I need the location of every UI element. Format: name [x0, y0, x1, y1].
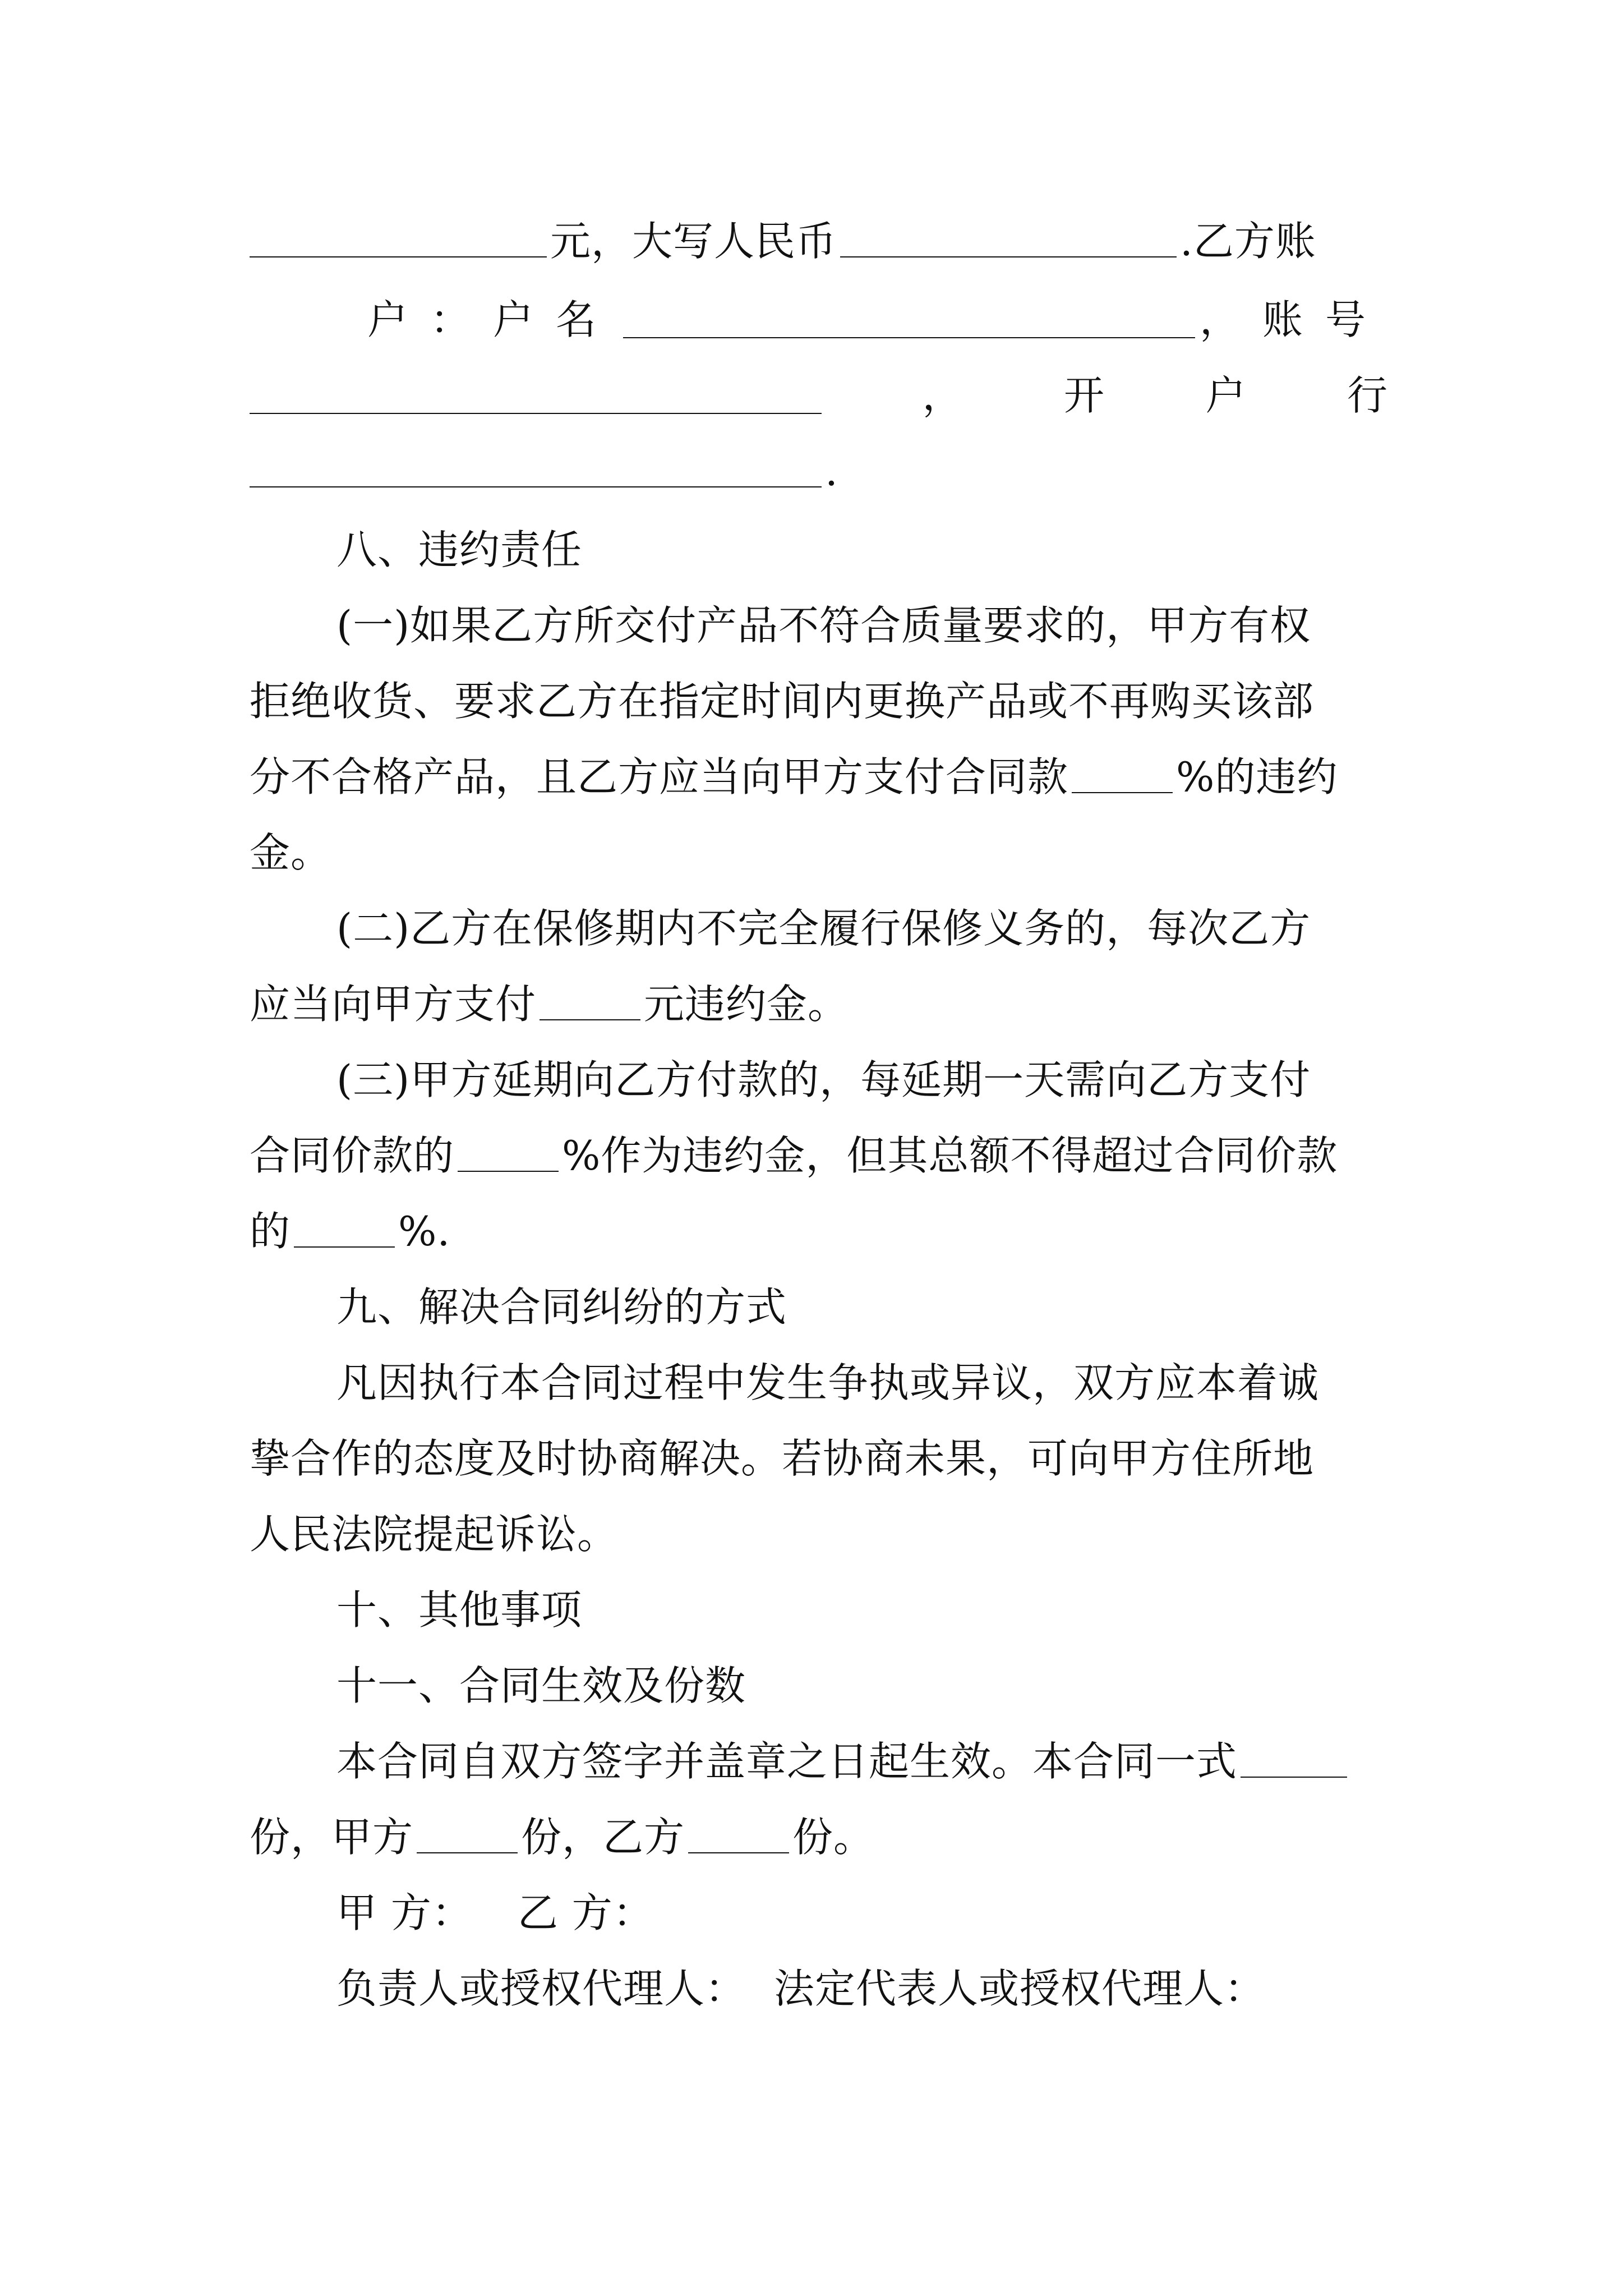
amount-blank — [250, 220, 547, 257]
section-10-title: 十、其他事项 — [336, 1586, 583, 1634]
copies-total-blank — [1241, 1741, 1347, 1778]
bank-blank — [250, 450, 822, 487]
section-11-line-1-text: 本合同自双方签字并盖章之日起生效。本合同一式 — [336, 1738, 1238, 1785]
clause-1-line-2: 拒绝收货、要求乙方在指定时间内更换产品或不再购买该部 — [250, 678, 1315, 725]
party-a-label: 甲 方： — [336, 1889, 473, 1936]
account-name-label: 户：户名 — [367, 296, 619, 343]
bank-end: . — [825, 448, 838, 495]
payment-line-1 — [250, 213, 1388, 269]
party-b-label: 乙 方： — [517, 1889, 654, 1936]
account-intro-text: .乙方账 — [1180, 218, 1316, 265]
clause-2-line-1: (二)乙方在保修期内不完全履行保修义务的，每次乙方 — [336, 905, 1311, 952]
bank-label-2: 户 — [1205, 372, 1247, 419]
clause-3-line-2 — [250, 1128, 1388, 1184]
clause-3-line-3-text-b: %. — [398, 1208, 451, 1255]
clause-3-line-2-text-a: 合同价款的 — [250, 1132, 455, 1179]
account-number-blank — [250, 377, 822, 414]
payment-line-3 — [250, 367, 1388, 424]
penalty-percent-blank-1 — [1072, 756, 1173, 793]
penalty-amount-blank — [540, 983, 640, 1020]
section-11-title: 十一、合同生效及份数 — [336, 1662, 746, 1709]
account-name-blank — [623, 301, 1195, 338]
max-percent-blank — [294, 1211, 395, 1248]
payment-line-4 — [250, 443, 1388, 499]
clause-3-line-3-text-a: 的 — [250, 1208, 291, 1255]
clause-1-line-3 — [250, 749, 1388, 805]
clause-2-line-2 — [250, 976, 1388, 1032]
amount-text: 元，大写人民币 — [550, 218, 837, 265]
copies-party-a-blank — [417, 1816, 518, 1853]
bank-label-3: 行 — [1347, 372, 1388, 419]
bank-comma: ， — [922, 372, 963, 419]
section-11-line-2-text-c: 份。 — [792, 1814, 875, 1861]
clause-3-line-2-text-b: %作为违约金，但其总额不得超过合同价款 — [562, 1132, 1338, 1179]
signature-reps-line — [336, 1961, 1388, 2017]
payment-line-2 — [367, 292, 1388, 348]
clause-1-line-3-text-b: %的违约 — [1176, 753, 1338, 800]
clause-2-line-2-text-b: 元违约金。 — [644, 981, 849, 1028]
clause-1-line-3-text-a: 分不合格产品，且乙方应当向甲方支付合同款 — [250, 753, 1069, 800]
section-9-line-1: 凡因执行本合同过程中发生争执或异议，双方应本着诚 — [336, 1359, 1320, 1406]
section-11-line-2-text-b: 份，乙方 — [521, 1814, 685, 1861]
signature-parties-line — [336, 1885, 1388, 1941]
clause-3-line-3 — [250, 1203, 1388, 1259]
party-a-rep-label: 负责人或授权代理人： — [336, 1965, 746, 2012]
section-11-line-2 — [250, 1809, 1388, 1865]
clause-1-line-1: (一)如果乙方所交付产品不符合质量要求的，甲方有权 — [336, 602, 1311, 649]
section-8-title: 八、违约责任 — [336, 526, 583, 573]
amount-capital-blank — [840, 220, 1177, 257]
section-9-line-2: 挚合作的态度及时协商解决。若协商未果，可向甲方住所地 — [250, 1435, 1315, 1482]
clause-2-line-2-text-a: 应当向甲方支付 — [250, 981, 537, 1028]
bank-label-1: 开 — [1063, 372, 1105, 419]
section-9-title: 九、解决合同纠纷的方式 — [336, 1283, 787, 1331]
copies-party-b-blank — [688, 1816, 789, 1853]
account-number-label: ，账号 — [1199, 296, 1388, 343]
daily-percent-blank — [458, 1135, 559, 1172]
section-11-line-2-text-a: 份，甲方 — [250, 1814, 414, 1861]
clause-3-line-1: (三)甲方延期向乙方付款的，每延期一天需向乙方支付 — [336, 1056, 1311, 1103]
party-b-rep-label: 法定代表人或授权代理人： — [774, 1965, 1266, 2012]
section-9-line-3: 人民法院提起诉讼。 — [250, 1511, 619, 1558]
clause-1-line-4: 金。 — [250, 829, 332, 876]
section-11-line-1 — [336, 1733, 1388, 1789]
